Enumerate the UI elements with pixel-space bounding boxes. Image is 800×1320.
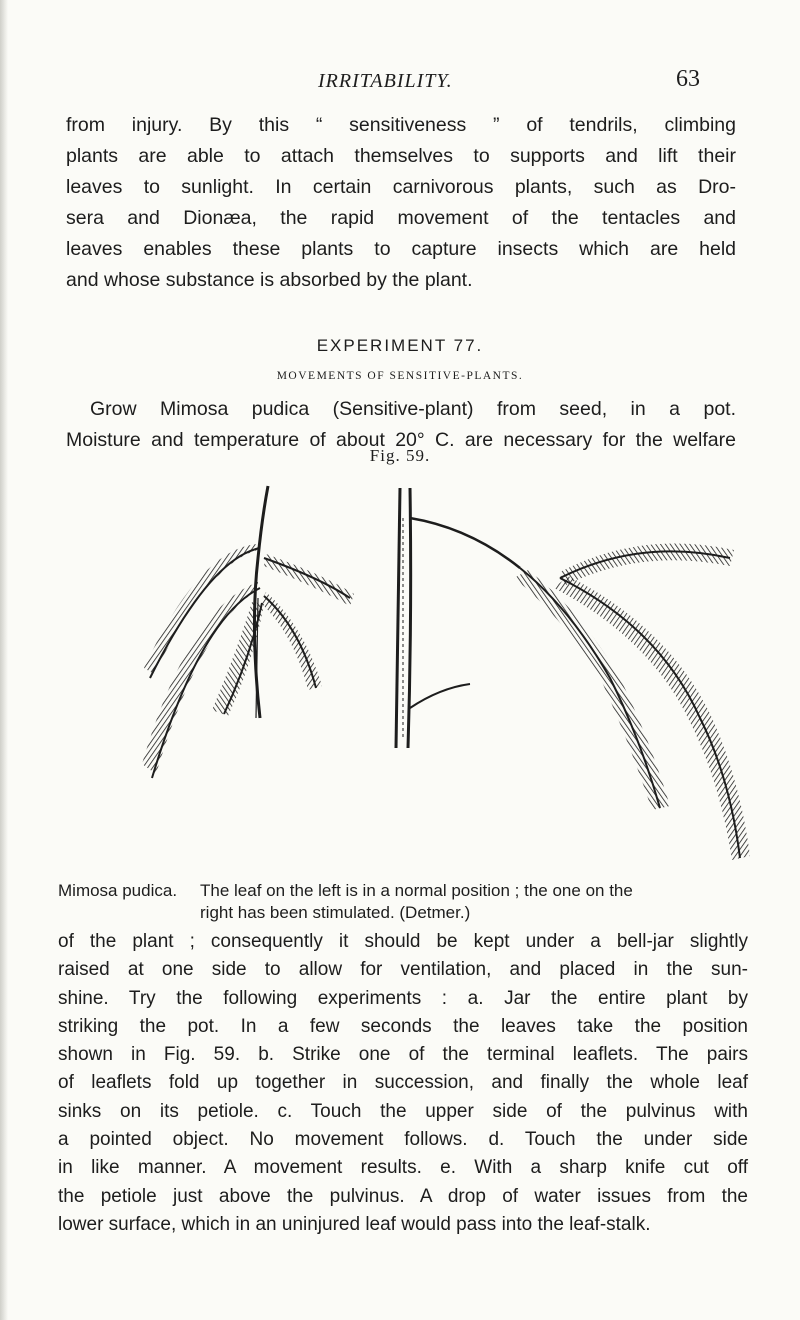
left-leaf-normal <box>142 486 354 778</box>
running-title: IRRITABILITY. <box>318 70 453 92</box>
text-line: striking the pot. In a few seconds the leaves take the position <box>58 1015 748 1037</box>
caption-description <box>200 880 755 924</box>
figure-label: Fig. 59. <box>369 446 431 465</box>
caption-species: Mimosa pudica. <box>58 881 178 900</box>
right-pinna-2 <box>554 576 750 860</box>
text-line: raised at one side to allow for ventilation, and placed in the sun- <box>58 959 748 981</box>
text-line: shown in Fig. 59. b. Strike one of the terminal leaflets. The pairs <box>58 1044 748 1066</box>
running-header <box>0 66 800 96</box>
caption-line: The leaf on the left is in a normal position ; the one on the <box>200 881 633 900</box>
text-line: sinks on its petiole. c. Touch the upper side of the pulvinus with <box>58 1100 748 1122</box>
left-pinna-right <box>264 554 354 606</box>
text-line: the petiole just above the pulvinus. A drop of water issues from the <box>58 1185 748 1207</box>
mimosa-illustration <box>140 478 760 868</box>
petiole-stalks <box>396 488 470 748</box>
text-line: sera and Dionæa, the rapid movement of the tentacles and <box>66 207 736 229</box>
text-line: Moisture and temperature of about 20° C. are necessary for the welfare <box>66 429 736 451</box>
right-pinna-top <box>560 544 734 586</box>
page-number: 63 <box>676 66 700 92</box>
text-line: Grow Mimosa pudica (Sensitive-plant) from seed, in a pot. <box>90 398 736 420</box>
right-leaf-stimulated <box>410 518 750 860</box>
experiment-subtitle: MOVEMENTS OF SENSITIVE-PLANTS. <box>276 370 524 382</box>
text-line: in like manner. A movement results. e. With a sharp knife cut off <box>58 1157 748 1179</box>
left-pinna-lower <box>260 592 322 690</box>
text-line: shine. Try the following experiments : a. Jar the entire plant by <box>58 987 748 1009</box>
paragraph-experiments <box>58 928 748 1239</box>
text-line: from injury. By this “ sensitiveness ” of tendrils, climbing <box>66 114 736 136</box>
page-edge-shadow <box>0 0 8 1320</box>
text-line: and whose substance is absorbed by the plant. <box>66 269 473 291</box>
experiment-title: EXPERIMENT 77. <box>316 336 484 355</box>
text-line: leaves to sunlight. In certain carnivorous plants, such as Dro- <box>66 176 736 198</box>
text-line: of leaflets fold up together in succession, and finally the whole leaf <box>58 1072 748 1094</box>
text-line: lower surface, which in an uninjured leaf would pass into the leaf-stalk. <box>58 1213 651 1235</box>
text-line: plants are able to attach themselves to supports and lift their <box>66 145 736 167</box>
text-line: a pointed object. No movement follows. d. Touch the under side <box>58 1129 748 1151</box>
caption-line: right has been stimulated. (Detmer.) <box>200 903 471 922</box>
text-line: of the plant ; consequently it should be kept under a bell-jar slightly <box>58 931 748 952</box>
paragraph-intro <box>66 110 736 296</box>
text-line: leaves enables these plants to capture insects which are held <box>66 238 736 260</box>
